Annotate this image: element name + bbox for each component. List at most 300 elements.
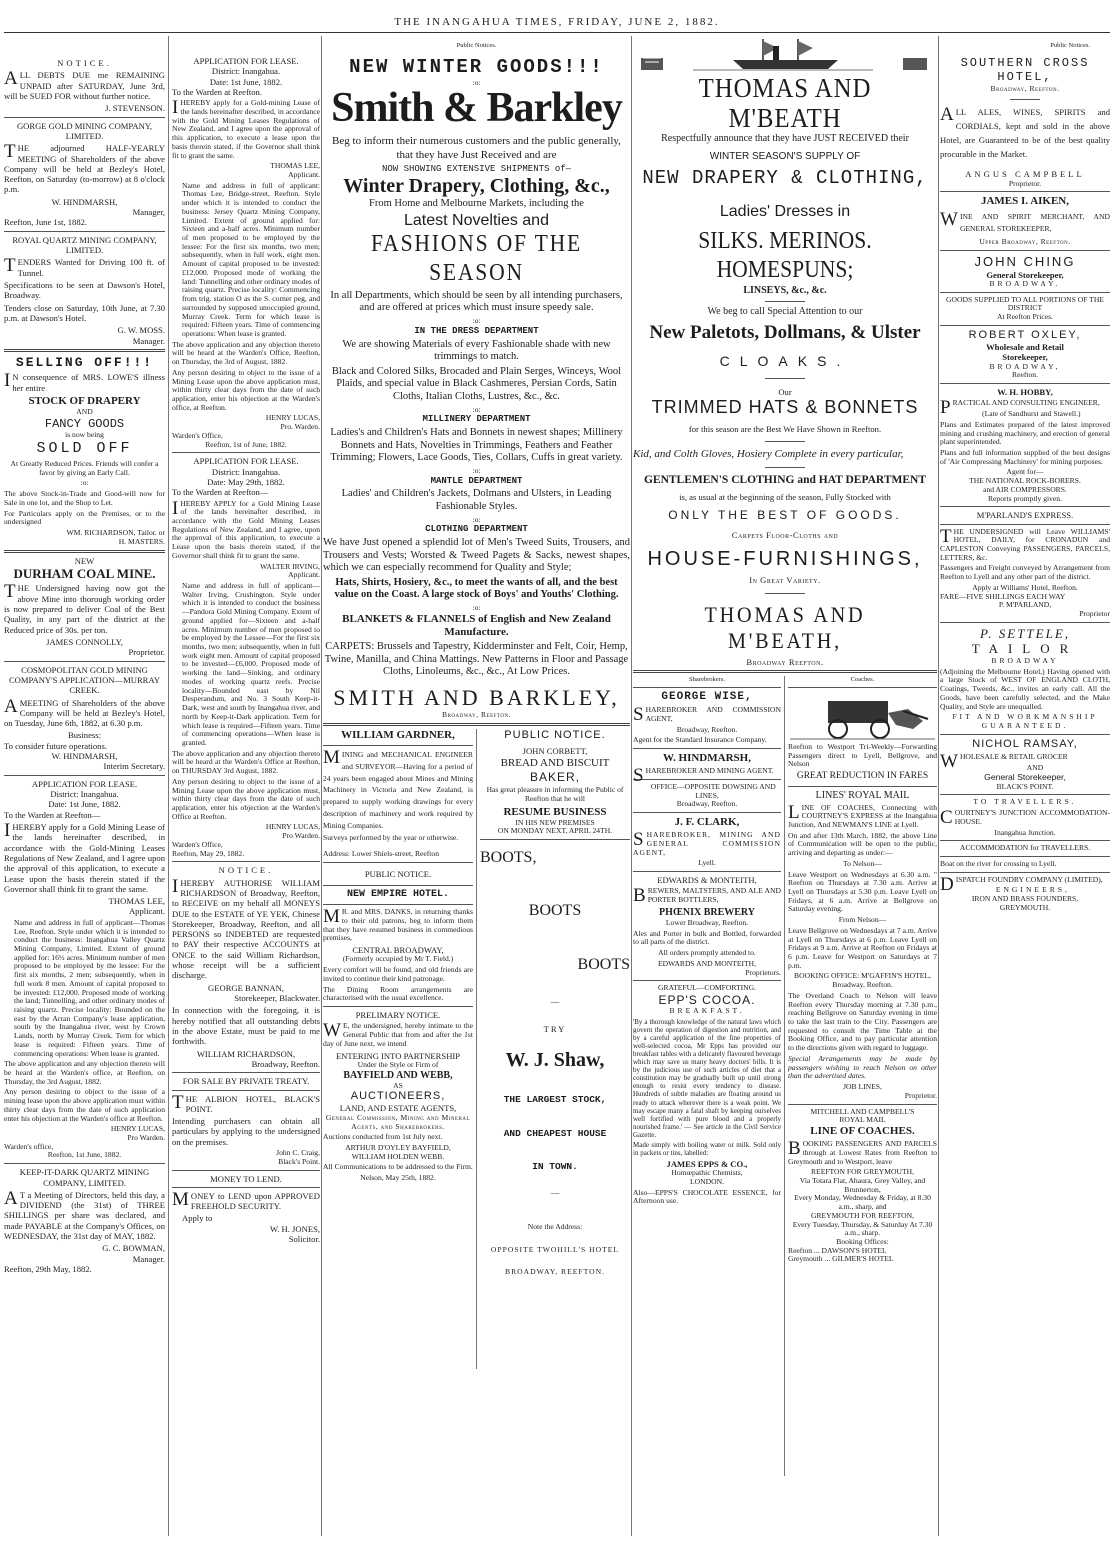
- coach-body: Reefton to Westport Tri-Weekly—Forwarding Passengers direct to Lyell, Bellgrove, and Nelson: [788, 741, 937, 769]
- corbett-name: JOHN CORBETT,: [522, 746, 588, 757]
- express-body: THE UNDERSIGNED will Leave WILLIAMS' HOTEL, DAILY, for CRONADUN and CAPLESTON Conveying PASSENGERS, PARCELS, LETTERS, &c.: [940, 525, 1110, 562]
- durham-role: Proprietor.: [128, 647, 165, 658]
- ladies-dresses: Ladies' Dresses in: [719, 203, 851, 221]
- opposite: OPPOSITE TWOHILL'S HOTEL: [490, 1244, 620, 1254]
- pn-title: PUBLIC NOTICE.: [504, 729, 606, 741]
- firm-name: THOMAS AND M'BEATH: [698, 73, 872, 133]
- notice2-body: IHEREBY AUTHORISE WILLIAM RICHARDSON of Broadway, Reefton, to RECEIVE on my behalf all MONEYS DUE to the ESTATE of YE YEK, Chinese Storekeeper, Broadway, Reefton, and all PERSONS so INDEBTED are requested to PAY their respective ACCOUNTS at ONCE to the said William Richardson, whose receipt will be a sufficient discharge.: [172, 875, 320, 981]
- sc-signature: ANGUS CAMPBELL: [965, 169, 1085, 180]
- settele-name: P. SETTELE,: [979, 625, 1071, 641]
- mantle-body: Ladies' and Children's Jackets, Dolmans and Ulsters, in Leading Fashionable Styles.: [341, 488, 612, 512]
- notice-body: ALL DEBTS DUE me REMAINING UNPAID after SATURDAY, June 3rd, will be SUED FOR without further notice.: [4, 68, 165, 101]
- col3-lower-left: [323, 729, 473, 1183]
- public-notice-title: PUBLIC NOTICE.: [364, 868, 432, 879]
- mitchell-days-2: Every Tuesday, Thursday, & Saturday At 7.30 a.m., sharp.: [792, 1219, 933, 1238]
- app1-signature: THOMAS LEE,: [270, 161, 320, 171]
- clark-address: Lyell.: [698, 858, 716, 868]
- keep-role: Manager.: [132, 1253, 165, 1264]
- linseys: LINSEYS, &c., &c.: [743, 284, 827, 296]
- empire-previous: (Formerly occupied by Mr T. Field.): [342, 954, 454, 964]
- epps-body: 'By a thorough knowledge of the natural laws which govern the operation of digestion and nutrition, and by a careful application of the fine properties of well-selected cocoa, Mr Epps has provided our breakfast tables with a delicately flavoured beverage which may save us many heavy doctors' bills. It is by the judicious use of such articles of diet that a constitution may be gradually built up until strong enough to resist every tendency to disease. Hundreds of subtle maladies are floating around us ready to attack wherever there is a weak point. We may escape many a fatal shaft by keeping ourselves well fortified with pure blood and a properly nourished frame.' — See article in the Civil Service Gazette.: [633, 1018, 781, 1139]
- settele-fit: FIT AND WORKMANSHIP GUARANTEED.: [952, 712, 1098, 731]
- gloves: Kid, and Colth Gloves, Hosiery Complete in every particular,: [633, 447, 904, 460]
- epps-role: Homœpathic Chemists,: [671, 1168, 743, 1178]
- app-warden-role: Pro Warden.: [127, 1133, 165, 1143]
- money-role: Solicitor.: [288, 1234, 320, 1245]
- app1-office: Warden's Office,: [172, 430, 223, 440]
- separator: :o:: [472, 316, 481, 326]
- prelim-signature-2: WILLIAM HOLDEN WEBB.: [351, 1151, 445, 1161]
- column-1: [4, 36, 165, 1536]
- boots-2: BOOTS: [528, 902, 582, 920]
- app2-objection: Any person desiring to object to the issue of a Mining Lease upon the above application must, within thirty clear days from the date of such application, enter his objection at the Warden's Office at Reefton.: [172, 776, 320, 821]
- selling-fancy: FANCY GOODS: [44, 416, 125, 431]
- edwards-body: BREWERS, MALTSTERS, AND ALE AND PORTER BOTTLERS,: [633, 885, 781, 907]
- cosmo-role: Interim Secretary.: [103, 761, 165, 772]
- app-district: District: Inangahua.: [50, 789, 119, 800]
- notice-signature: J. STEVENSON.: [105, 103, 165, 114]
- mitchell-reefton-greymouth: REEFTON FOR GREYMOUTH,: [810, 1167, 915, 1177]
- mitchell-sub: ROYAL MAIL: [839, 1115, 886, 1125]
- gorge-role: Manager,: [132, 207, 165, 218]
- inner-divider: [476, 729, 478, 1369]
- blankets: BLANKETS & FLANNELS of English and New Zealand Manufacture.: [342, 612, 611, 638]
- empire-title: NEW EMPIRE HOTEL.: [346, 889, 450, 901]
- mantle-department: MANTLE DEPARTMENT: [430, 475, 523, 486]
- app2-body: IHEREBY APPLY for a Gold Mining Lease of the lands hereinafter described, in accordance with the Gold Mining Leases Regulations of New Zealand, and I agree, upon the approval of this application, to execute a Lease upon the basis therein stated, if the Governor shall think fit to grant the same.: [172, 497, 320, 560]
- app2-warden-role: Pro Warden.: [282, 831, 320, 841]
- express-fare: FARE—FIVE SHILLINGS EACH WAY: [940, 591, 1066, 601]
- notice2-body-2: In connection with the foregoing, it is hereby notified that all outstanding debts in the above Estate, must be paid to me forthwith.: [172, 1005, 320, 1047]
- lines-signature: JOB LINES,: [843, 1082, 882, 1092]
- separator: :o:: [472, 77, 481, 87]
- latest-novelties: Latest Novelties and: [404, 212, 549, 230]
- empire-address: CENTRAL BROADWAY,: [352, 945, 444, 956]
- prelim-under: Under the Style or Firm of: [357, 1059, 439, 1069]
- section-label: Public Notices.: [456, 42, 497, 49]
- coaches-column: [788, 676, 937, 1264]
- ramsay-address: BLACK'S POINT.: [996, 781, 1054, 791]
- selling-sold: SOLD OFF: [36, 440, 133, 458]
- ching-address: BROADWAY.: [989, 278, 1061, 288]
- aiken-body: WINE AND SPIRIT MERCHANT, AND GENERAL STOREKEEPER,: [940, 208, 1110, 234]
- edwards-signature: EDWARDS AND MONTEITH,: [657, 958, 757, 968]
- lines-booking-address: Broadway, Reefton.: [832, 980, 893, 990]
- lines-role: Proprietor.: [904, 1090, 937, 1100]
- ching-name: JOHN CHING: [974, 254, 1076, 270]
- sharebrokers-label: Sharebrokers.: [689, 676, 725, 684]
- sc-role: Proprietor.: [1008, 178, 1042, 188]
- hobby-agent-2: and AIR COMPRESSORS.: [983, 484, 1067, 494]
- app2-role: Applicant.: [288, 570, 320, 580]
- cosmo-business: Business:: [68, 730, 101, 741]
- cheapest-house: AND CHEAPEST HOUSE: [503, 1127, 607, 1139]
- engineers: ENGINEERS,: [995, 885, 1070, 895]
- sale-body-2: Intending purchasers can obtain all particulars by applying to the undersigned on the premises.: [172, 1116, 320, 1147]
- iron-founders: IRON AND BRASS FOUNDERS,: [971, 894, 1079, 904]
- app1-warden-role: Pro. Warden.: [280, 422, 320, 432]
- selling-signature: WM. RICHARDSON, Tailor. or: [66, 528, 165, 538]
- inner-divider: [784, 676, 786, 1476]
- sc-title: SOUTHERN CROSS HOTEL,: [960, 55, 1090, 85]
- only-best: ONLY THE BEST OF GOODS.: [668, 508, 902, 523]
- wise-agent: Agent for the Standard Insurance Company.: [633, 735, 767, 745]
- app2-to: To the Warden at Reefton—: [172, 487, 269, 498]
- ramsay-name: NICHOL RAMSAY,: [972, 737, 1078, 750]
- app1-details: Name and address in full of applicant: Thomas Lee, Bridge-street, Reefton. Style under which it is intended to conduct the business: Jersey Quartz Mining Company, Limited. Extent of ground applied for: Sixteen and a-half acres. Minimum number of men proposed to be employed by the lessee: For the first six months, two men; subsequently, when in full work, eight men. Amount of capital proposed to be invested: £12,000. Proposed mode of working the land: Tunnelling and other ordinary modes of raising quartz. Precise locality: Commencing from trig. station O as the S. corner peg, and surrounded by supposed unoccupied ground, Murray Creek. Term for which lease is required: Fifteen years. Time of commencing operations: When lease is granted.: [182, 180, 320, 338]
- notice2-role: Storekeeper, Blackwater.: [234, 993, 320, 1004]
- headline: NEW WINTER GOODS!!!: [349, 55, 604, 78]
- clark-name: J. F. CLARK,: [674, 816, 740, 829]
- express-signature: P. M'PARLAND,: [998, 600, 1052, 610]
- app1-title: APPLICATION FOR LEASE.: [193, 56, 299, 66]
- clothing-body: We have Just opened a splendid lot of Men's Tweed Suits, Trousers, and Trousers and Vests; Worsted & Tweed Pagets & Sacks, newest shapes, which we can especially recommend for Quality and Style;: [323, 537, 630, 574]
- app1-body: IHEREBY apply for a Gold-mining Lease of the lands hereinafter described, in accordance with the Gold Mining Leases Regulations of New Zealand, and I agree upon the approval of this application, to execute a lease upon the basis therein stated, if the Governor shall think fit to grant the same.: [172, 97, 320, 160]
- column-divider: [168, 36, 169, 1536]
- sharebrokers-column: [633, 676, 781, 1208]
- gardner-title: WILLIAM GARDNER,: [341, 729, 455, 741]
- edwards-body-2: Ales and Porter in bulk and Bottled, forwarded to all parts of the district.: [633, 928, 781, 947]
- empire-body-3: The Dining Room arrangements are characterised with the usual excellence.: [323, 984, 473, 1003]
- prelim-as: AS: [393, 1080, 403, 1090]
- notice2-signature: GEORGE BANNAN,: [208, 982, 284, 993]
- app-date: Date: 1st June, 1882.: [48, 799, 121, 810]
- oxley-role: Wholesale and Retail: [986, 342, 1064, 353]
- from-markets: From Home and Melbourne Markets, including the: [369, 198, 584, 210]
- selling-body2: The above Stock-in-Trade and Good-will now for Sale in one lot, and the Shop to Let.: [4, 489, 165, 507]
- winter-supply: WINTER SEASON'S SUPPLY OF: [709, 151, 861, 163]
- prelim-signature-1: ARTHUR D'OYLEY BAYFIELD,: [345, 1142, 451, 1152]
- accommodation: ACCOMMODATION for TRAVELLERS.: [959, 843, 1091, 853]
- money-signature: W. H. JONES,: [269, 1223, 320, 1234]
- money-body: MONEY to LEND upon APPROVED FREEHOLD SECURITY.: [172, 1188, 320, 1212]
- app-details: Name and address in full of applicant—Thomas Lee, Reefton. Style under which it is intended to conduct the business: Inangahua Valley Quartz Mining Company, Limited. Extent of ground applied for: 16½ acres. Minimum number of men proposed to be employed by the lessee: For the first six months, 2 men; subsequently, when in full work 8 men. Amount of capital proposed to be invested: £12,000. Proposed mode of working the land; Tunnelling, and other ordinary modes of raising quartz. Precise locality: Bounded on the east by the Arran Company's lease application, south by the Inangahua river, west by Crown Lands, north by Murray Creek. Term for which lease is required: Fifteen years. Time of commencing operations: When lease is granted.: [14, 917, 165, 1058]
- app1-objection: Any person desiring to object to the issue of a Mining Lease upon the above application must, within thirty clear days from the date of such application, enter his objection at the Warden's office, at Reefton.: [172, 367, 320, 412]
- app2-title: APPLICATION FOR LEASE.: [193, 456, 299, 467]
- app1-warden: HENRY LUCAS,: [265, 413, 320, 423]
- hobby-plans: Plans and Estimates prepared of the latest improved mining and crushing machinery, and erection of general plant superintended.: [940, 419, 1110, 447]
- app2-hearing: The above application and any objection thereto will be heard at the Warden's Office at Reefton, on THURSDAY 3rd August, 1882.: [172, 748, 320, 776]
- lines-body-3: The Overland Coach to Nelson will leave Reefton every Thursday morning at 7.30 p.m., reaching Bellgrove on Saturday evening in time to take the last train to the City. Passengers are requested to consult the Time Table at the Booking Office, and to pay particular attention to the directions given with regard to luggage.: [788, 990, 937, 1053]
- special-attention: We beg to call Special Attention to our: [707, 305, 863, 317]
- notice2-title: NOTICE.: [218, 865, 274, 876]
- ship-engraving: [633, 36, 937, 74]
- express-apply: Apply at Williams' Hotel, Reefton.: [972, 582, 1078, 592]
- footer-name: SMITH AND BARKLEY,: [333, 684, 620, 710]
- app-office: Warden's office,: [4, 1141, 54, 1151]
- column-divider: [938, 36, 939, 1536]
- app1-to: To the Warden at Reefton.: [172, 86, 262, 97]
- separator: :o:: [472, 514, 481, 524]
- winter-drapery: Winter Drapery, Clothing, &c.,: [343, 175, 610, 198]
- wise-body: SHAREBROKER AND COMMISSION AGENT,: [633, 704, 781, 726]
- cosmo-signature: W. HINDMARSH,: [51, 751, 118, 762]
- epps-sub: BREAKFAST.: [669, 1006, 745, 1016]
- dress-body-2: Black and Colored Silks, Brocaded and Plain Serges, Winceys, Wool Plaids, and special value in Black Cashmeres, Persian Cords, Satin Cloths, Italian Cloths, Lustres, &c., &c.: [331, 365, 622, 402]
- clark-body: SHAREBROKER, MINING AND GENERAL COMMISSION AGENT,: [633, 829, 781, 857]
- footer-address: Broadway, Reefton.: [442, 710, 511, 720]
- app-to: To the Warden at Reefton—: [4, 809, 101, 820]
- ching-body: GOODS SUPPLIED TO ALL PORTIONS OF THE DISTRICT: [946, 294, 1104, 313]
- lines-special: Special Arrangements may be made by passengers wishing to reach Nelson on other than the advertised dates.: [788, 1053, 937, 1081]
- keep-date: Reefton, 29th May, 1882.: [4, 1264, 92, 1275]
- oxley-role-2: Storekeeper,: [1002, 352, 1048, 363]
- settele-trade: TAILOR: [971, 641, 1079, 657]
- clothing-department: CLOTHING DEPARTMENT: [425, 524, 528, 535]
- selling-body3: For Particulars apply on the Premises, or to the undersigned: [4, 508, 165, 527]
- brand: Smith & Barkley: [331, 85, 622, 132]
- express-role: Proprietor: [1079, 609, 1110, 619]
- gorge-date: Reefton, June 1st, 1882.: [4, 217, 88, 228]
- phoenix-brewery: PHŒNIX BREWERY: [658, 906, 756, 918]
- aiken-address: Upper Broadway, Reefton.: [979, 237, 1071, 247]
- mitchell-line: LINE OF COACHES.: [810, 1124, 915, 1137]
- settele-address: BROADWAY: [991, 655, 1059, 665]
- prelim-date: Nelson, May 25th, 1882.: [360, 1173, 436, 1183]
- ching-role: General Storekeeper,: [986, 269, 1064, 280]
- corbett-premises: IN HIS NEW PREMISES: [515, 817, 595, 827]
- variety: In Great Variety.: [749, 574, 821, 585]
- millinery-department: MILLINERY DEPARTMENT: [422, 414, 531, 425]
- ramsay-body: WHOLESALE & RETAIL GROCER: [940, 750, 1068, 772]
- express-body-2: Passengers and Freight conveyed by Arrangement from Reefton to Lyell and any other part of the district.: [940, 563, 1110, 582]
- showing: NOW SHOWING EXTENSIVE SHIPMENTS of—: [381, 163, 572, 174]
- epps-tag: GRATEFUL—COMFORTING.: [657, 983, 757, 993]
- empire-body-2: Every comfort will be found, and old friends are invited to continue their kind patronage.: [323, 965, 473, 983]
- hobby-plans-2: Plans and full information supplied of the best designs of 'Air Compressing Machinery' for mining purposes.: [940, 447, 1110, 466]
- foundry: DISPATCH FOUNDRY COMPANY (LIMITED),: [940, 873, 1103, 895]
- royal-signature: G. W. MOSS.: [117, 325, 165, 336]
- dress-department: IN THE DRESS DEPARTMENT: [414, 325, 539, 336]
- money-apply: Apply to: [182, 1213, 213, 1224]
- hindmarsh-name: W. HINDMARSH,: [663, 752, 751, 765]
- mitchell-office-1: Reefton ... DAWSON'S HOTEL: [788, 1245, 887, 1255]
- app2-date: Date: May 29th, 1882.: [207, 476, 285, 487]
- app1-date: Date: 1st June, 1882.: [209, 76, 283, 87]
- express-title: M'PARLAND'S EXPRESS.: [976, 510, 1074, 521]
- prelim-land: LAND, AND ESTATE AGENTS,: [339, 1103, 457, 1114]
- edwards-title: EDWARDS & MONTEITH,: [657, 875, 757, 886]
- ramsay-and: AND: [1026, 762, 1044, 772]
- lines-booking: BOOKING OFFICE: M'GAFFIN'S HOTEL,: [794, 971, 931, 981]
- hobby-body: PRACTICAL AND CONSULTING ENGINEER,: [940, 397, 1100, 419]
- usual: is, as usual at the beginning of the season, Fully Stocked with: [679, 491, 891, 502]
- gorge-body: THE adjourned HALF-YEARLY MEETING of Shareholders of the above Company will be held at Bezley's Hotel, Reefton, on Saturday (to-morrow) at 8 o'clock p.m.: [4, 141, 165, 195]
- app-objection: Any person desiring to object to the issue of a mining lease upon the above application must within thirty clear days from the date of such application enter his objection at the Warden's office at Reefton.: [4, 1087, 165, 1123]
- ramsay-role: General Storekeeper,: [984, 772, 1066, 783]
- notice-title: NOTICE.: [57, 58, 112, 68]
- wise-name: GEORGE WISE,: [661, 690, 753, 703]
- section-label: Public Notices.: [1050, 42, 1090, 49]
- app2-details: Name and address in full of applicant—Walter Irving, Crushington. Style under which it is intended to conduct the business—Pandora Gold Mining Company. Extent of ground applied for—Sixteen and a-half acres. Minimum number of men proposed to be employed by the Lessee—For the first six months, two men; subsequently, when in full work eight men. Amount of capital proposed to be invested—£6,000. Proposed mode of working the land—Sinking, and ordinary modes of working quartz reefs. Precise locality—Bounded east by Nil Desperandum, and No. 3 South Keep-it-Dark, west and south by Inangahua river, and north by Keep-it-Dark application. Term for which lease is required—Fifteen years. Time of commencing operations—When lease is granted.: [182, 581, 320, 747]
- cloaks: CLOAKS.: [719, 352, 851, 369]
- prelim-general: General Commission, Mining and Mineral Agents, and Sharebrokers.: [325, 1112, 471, 1131]
- keep-title: KEEP-IT-DARK QUARTZ MINING COMPANY, LIMITED.: [19, 1167, 150, 1188]
- hindmarsh-office: OFFICE—OPPOSITE DOWSING AND LINES,: [650, 781, 776, 800]
- durham-body: THE Undersigned having now got the above Mine into thorough working order is now prepared to deliver Coal of the Best Quality, in any part of the district at the Reduced price of 30s. per ton.: [4, 581, 165, 635]
- royal-role: Manager.: [132, 335, 165, 346]
- greymouth: GREYMOUTH.: [999, 902, 1051, 912]
- silks: SILKS. MERINOS. HOMESPUNS;: [698, 228, 872, 284]
- selling-title: SELLING OFF!!!: [15, 354, 154, 370]
- prelim-auctioneers: AUCTIONEERS,: [350, 1090, 446, 1103]
- app1-office-date: Reefton, 1st of June, 1882.: [205, 439, 287, 449]
- dress-body: We are showing Materials of every Fashionable shade with new trimmings to match.: [342, 338, 611, 363]
- hobby-name: W. H. HOBBY,: [997, 387, 1053, 398]
- keep-body: AT a Meeting of Directors, held this day, a DIVIDEND (the 31st) of THREE SHILLINGS per share was declared, and made PAYABLE at the Company's Offices, on WEDNESDAY, the 31st day of MAY, 1882.: [4, 1187, 165, 1242]
- separator: :o:: [472, 404, 481, 414]
- gardner-body: MINING and MECHANICAL ENGINEER and SURVEYOR—Having for a period of 24 years been engaged about Mines and Mining Machinery in Victoria and New Zealand, is prepared to supply working drawings for every description of machinery and work required by Mining Companies.: [323, 747, 473, 830]
- prelim-body: WE, the undersigned, hereby intimate to the General Public that from and after the 1st day of June next, we intend: [323, 1020, 473, 1048]
- prelim-title: PRELIMARY NOTICE.: [355, 1010, 441, 1021]
- cosmo-body: AMEETING of Shareholders of the above Company will be held at Bezley's Hotel, on Tuesday, June 6th, 1882, at 6.30 p.m.: [4, 695, 165, 729]
- in-town: IN TOWN.: [532, 1161, 578, 1173]
- epps-also: Also—EPPS'S CHOCOLATE ESSENCE, for Afternoon use.: [633, 1187, 781, 1206]
- app1-district: District: Inangahua.: [211, 66, 281, 77]
- sale-role: Black's Point.: [278, 1156, 320, 1166]
- col3-lower-right: [480, 729, 630, 1277]
- separator: :o:: [472, 603, 481, 613]
- courtney: COURTNEY'S JUNCTION ACCOMMODATION-HOUSE.: [940, 807, 1110, 829]
- shaw: W. J. Shaw,: [505, 1049, 605, 1072]
- money-title: MONEY TO LEND.: [210, 1173, 282, 1184]
- app-office-date: Reefton, 1st June, 1882.: [47, 1150, 122, 1160]
- app2-office-date: Reefton, May 29, 1882.: [172, 848, 245, 858]
- app-warden: HENRY LUCAS,: [110, 1124, 165, 1134]
- gentlemens-clothing: GENTLEMEN'S CLOTHING and HAT DEPARTMENT: [643, 473, 927, 486]
- durham-signature: JAMES CONNOLLY,: [46, 636, 123, 647]
- selling-intro: IN consequence of MRS. LOWE'S illness her entire: [4, 370, 165, 393]
- durham-title: DURHAM COAL MINE.: [13, 565, 156, 581]
- corbett-trade: BREAD AND BISCUIT: [500, 756, 610, 769]
- lines-schedule-2: Leave Bellgrove on Wednesdays at 7 a.m. Arrive at Lyell on Thursdays at 6 p.m. Leave Lyell on Fridays at 9 a.m. Arrive at Reefton on Fridays at 6 p.m. Leave for Westport on Saturdays at 7 p.m.: [788, 925, 937, 970]
- lines-to-nelson: To Nelson—: [843, 858, 882, 868]
- column-divider: [631, 36, 632, 1536]
- carpets: CARPETS: Brussels and Tapestry, Kidderminster and Felt, Coir, Hemp, Twine, Manilla, and China Mattings. New Patterns in Floor and Passage Cloths, Linoleums, &c., &c., At Low Prices.: [324, 641, 629, 678]
- app2-warden: HENRY LUCAS,: [265, 822, 320, 832]
- sc-address: Broadway, Reefton.: [990, 83, 1060, 93]
- mitchell-days: Every Monday, Wednesday & Friday, at 8.30 a.m., sharp, and: [794, 1193, 931, 1212]
- keep-signature: G. C. BOWMAN,: [102, 1243, 165, 1254]
- wise-address: Broadway, Reefton.: [676, 724, 738, 734]
- lines-schedule-1: Leave Westport on Wednesdays at 6.30 a.m. " Reefton on Thursdays at 7.30 a.m. Arrive at Lyell on Thursdays at 5.30 p.m. Leave Lyell on Fridays, at 6 a.m. Arrive at Bellgrove on Saturday evening.: [788, 869, 937, 914]
- royal-body: TENDERS Wanted for Driving 100 ft. of Tunnel.: [4, 255, 165, 278]
- notice2-signature-2: WILLIAM RICHARDSON,: [196, 1048, 296, 1059]
- our: Our: [778, 386, 792, 397]
- col4-lower: [633, 676, 937, 1476]
- app-hearing: The above application and any objection thereto will be heard at the Warden's office, at Reefton, on Thursday, the 3rd August, 1882.: [4, 1059, 165, 1086]
- try: TRY: [543, 1024, 567, 1035]
- prelim-firm: BAYFIELD AND WEBB,: [343, 1069, 453, 1081]
- app2-office: Warden's Office,: [172, 839, 223, 849]
- corbett-date: ON MONDAY NEXT, APRIL 24TH.: [497, 826, 613, 836]
- mitchell-greymouth-reefton: GREYMOUTH FOR REEFTON,: [810, 1210, 915, 1220]
- ship-icon: [633, 36, 937, 74]
- firm-address: Broadway Reefton.: [746, 656, 824, 667]
- epps-title: EPP'S COCOA.: [658, 992, 756, 1007]
- mitchell-booking: Booking Offices:: [836, 1237, 889, 1247]
- app-role: Applicant.: [128, 906, 165, 917]
- announce: Respectfully announce that they have JUST RECEIVED their: [661, 133, 909, 145]
- boat: Boat on the river for crossing to Lyell.: [940, 858, 1057, 868]
- lines-body-2: On and after 13th March, 1882, the above Line of Communication will be open to the public, arriving and departing as under:—: [788, 830, 937, 858]
- column-3: [323, 36, 630, 1536]
- carpets: Carpets Floor-Cloths and: [731, 530, 839, 541]
- selling-body: At Greatly Reduced Prices. Friends will confer a favor by giving an Early Call.: [10, 459, 159, 477]
- app-body: IHEREBY apply for a Gold Mining Lease of the lands hereinafter described, in accordance with the Gold-Mining Leases Regulations of New Zealand, and I agree upon the approval of this application, to execute a Lease upon the basis therein stated if the Governor shall think fit to grant the same.: [4, 819, 165, 894]
- coach-fares: GREAT REDUCTION IN FARES: [796, 771, 929, 782]
- coaches-label: Coaches.: [850, 676, 875, 684]
- column-4: [633, 36, 937, 1536]
- selling-stock: STOCK OF DRAPERY: [28, 395, 141, 408]
- boots-3: BOOTS: [577, 955, 630, 973]
- masthead-rule: [4, 32, 1110, 33]
- phoenix-address: Lower Broadway, Reefton.: [665, 917, 749, 927]
- column-5: [940, 36, 1110, 1536]
- corbett-trade-2: BAKER,: [529, 769, 580, 784]
- dash: —: [550, 995, 560, 1006]
- season: for this season are the Best We Have Shown in Reefton.: [688, 424, 882, 435]
- royal-title: ROYAL QUARTZ MINING COMPANY, LIMITED.: [12, 234, 157, 255]
- selling-signature-2: H. MASTERS.: [118, 536, 165, 546]
- app2-signature: WALTER IRVING,: [260, 561, 320, 571]
- house-furnishings: HOUSE-FURNISHINGS,: [647, 547, 923, 570]
- ching-prices: At Reefton Prices.: [997, 312, 1053, 322]
- new-drapery: NEW DRAPERY & CLOTHING,: [642, 167, 928, 190]
- hobby-agent: Agent for—: [1006, 467, 1044, 477]
- settele-body: (Adjoining the Melbourne Hotel,) Having opened with a large Stock of WEST OF ENGLAND CLOTH, Coatings, Tweeds, &c., invites an early call. All the Goods, have been carefully selected, and the Make Quality, and Style are unequalled.: [940, 666, 1110, 711]
- clothing-body-2: Hats, Shirts, Hosiery, &c., to meet the wants of all, and the best value on the Coast. A large stock of Boys' and Youths' Clothing.: [334, 576, 619, 601]
- empire-body: MR. and MRS. DANKS, in returning thanks to their old patrons, beg to inform them that they have resumed business in commedious premises,: [323, 906, 473, 943]
- coach-icon: [788, 691, 937, 741]
- hindmarsh-body: SHAREBROKER AND MINING AGENT.: [633, 765, 774, 787]
- masthead: THE INANGAHUA TIMES, FRIDAY, JUNE 2, 1882.: [394, 16, 720, 28]
- mitchell-title: MITCHELL AND CAMPBELL'S: [810, 1106, 915, 1116]
- selling-sep: :o:: [80, 478, 89, 488]
- fashions: FASHIONS OF THE SEASON: [370, 231, 583, 287]
- prelim-communications: All Communications to be addressed to the Firm.: [323, 1162, 473, 1172]
- royal-spec: Specifications to be seen at Dawson's Hotel, Broadway.: [4, 279, 165, 301]
- sale-title: FOR SALE BY PRIVATE TREATY.: [182, 1076, 310, 1087]
- dash-2: —: [550, 1186, 560, 1197]
- prelim-auctions: Auctions conducted from 1st July next.: [323, 1132, 443, 1142]
- separator: :o:: [472, 465, 481, 475]
- app-signature: THOMAS LEE,: [108, 896, 165, 907]
- edwards-role: Proprietors.: [745, 967, 781, 977]
- gardner-body-2: Surveys performed by the year or otherwise.: [323, 832, 459, 842]
- all-departments: In all Departments, which should be seen by all intending purchasers, and are offered at prices which must insure speedy sale.: [330, 289, 623, 314]
- corbett-body: Has great pleasure in informing the Public of Reefton that he will: [486, 785, 624, 803]
- aiken-name: JAMES I. AIKEN,: [980, 195, 1070, 208]
- gorge-title: GORGE GOLD MINING COMPANY, LIMITED.: [16, 120, 153, 141]
- cosmo-consider: To consider future operations.: [4, 740, 107, 751]
- boots-1: BOOTS,: [480, 849, 537, 867]
- epps-city: LONDON.: [690, 1176, 724, 1186]
- selling-now: is now being: [65, 430, 104, 440]
- hobby-reports: Reports promptly given.: [987, 493, 1063, 503]
- app2-district: District: Inangahua.: [211, 466, 281, 477]
- mitchell-via: Via Totara Flat, Ahaura, Grey Valley, and Brunnerton,: [799, 1176, 926, 1194]
- gorge-signature: W. HINDMARSH,: [51, 196, 118, 207]
- oxley-name: ROBERT OXLEY,: [968, 328, 1082, 341]
- edwards-body-3: All orders promptly attended to.: [658, 948, 756, 958]
- cosmo-title: COSMOPOLITAN GOLD MINING COMPANY'S APPLICATION—MURRAY CREEK.: [8, 664, 161, 696]
- lines-title: LINES' ROYAL MAIL: [815, 789, 910, 801]
- travellers: TO TRAVELLERS.: [973, 797, 1077, 807]
- sale-body: THE ALBION HOTEL, BLACK'S POINT.: [172, 1091, 320, 1114]
- epps-signature: JAMES EPPS & CO.,: [666, 1158, 748, 1169]
- hobby-late: (Late of Sandhurst and Stawell.): [982, 409, 1081, 419]
